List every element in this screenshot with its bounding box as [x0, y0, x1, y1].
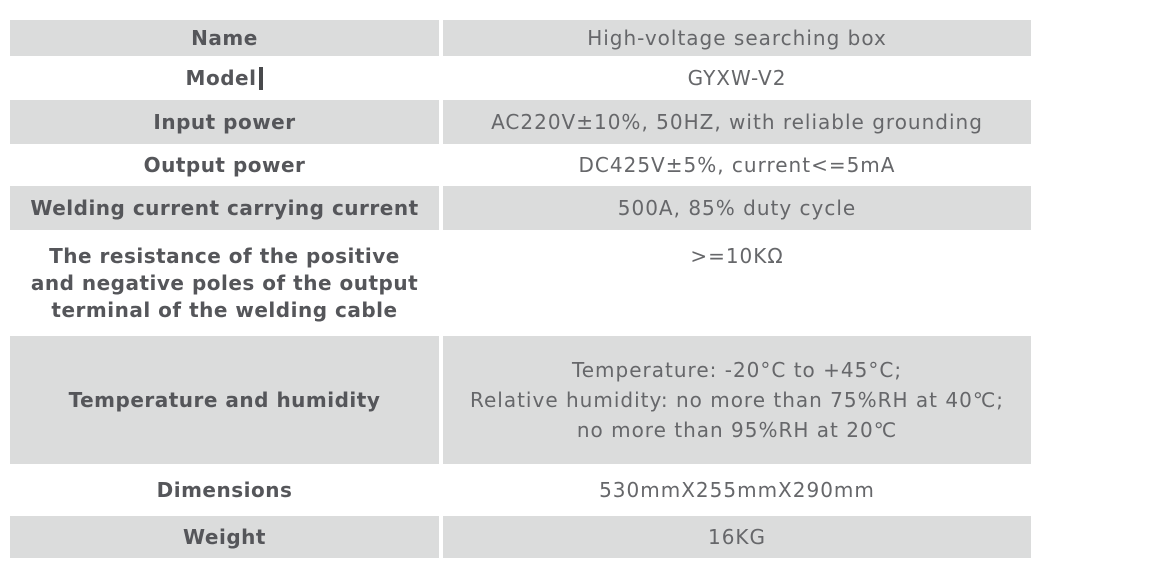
output-power-label: Output power	[143, 153, 306, 177]
model-label-text: Model	[185, 66, 257, 90]
temperature-humidity-value-line: Temperature: -20°C to +45°C;	[571, 358, 903, 382]
row-dimensions	[10, 464, 1031, 516]
welding-current-label: Welding current carrying current	[10, 186, 439, 230]
cable-resistance-label-line: and negative poles of the output	[30, 270, 419, 295]
row-welding-current	[10, 186, 1031, 230]
text-cursor	[259, 67, 263, 90]
cable-resistance-value: >=10KΩ	[690, 244, 784, 268]
dimensions-label: Dimensions	[156, 478, 293, 502]
row-cable-resistance	[10, 230, 1031, 336]
model-label	[10, 56, 439, 100]
model-value: GYXW-V2	[687, 66, 787, 90]
spec-table	[10, 20, 1031, 558]
name-value: High-voltage searching box	[443, 20, 1031, 56]
row-model	[10, 56, 1031, 100]
welding-current-value: 500A, 85% duty cycle	[443, 186, 1031, 230]
input-power-label: Input power	[10, 100, 439, 144]
weight-label: Weight	[10, 516, 439, 558]
temperature-humidity-label: Temperature and humidity	[10, 336, 439, 464]
dimensions-value: 530mmX255mmX290mm	[599, 478, 875, 502]
input-power-value: AC220V±10%, 50HZ, with reliable grounding	[443, 100, 1031, 144]
weight-value: 16KG	[443, 516, 1031, 558]
temperature-humidity-value-line: no more than 95%RH at 20℃	[576, 418, 898, 442]
temperature-humidity-value-line: Relative humidity: no more than 75%RH at 40℃;	[469, 388, 1005, 412]
output-power-value: DC425V±5%, current<=5mA	[578, 153, 896, 177]
row-name	[10, 20, 1031, 56]
row-weight	[10, 516, 1031, 558]
row-output-power	[10, 144, 1031, 186]
row-input-power	[10, 100, 1031, 144]
cable-resistance-label	[10, 230, 439, 336]
row-temperature-humidity	[10, 336, 1031, 464]
temperature-humidity-value	[443, 336, 1031, 464]
name-label: Name	[10, 20, 439, 56]
cable-resistance-label-line: terminal of the welding cable	[51, 297, 398, 322]
cable-resistance-label-line: The resistance of the positive	[49, 243, 400, 268]
